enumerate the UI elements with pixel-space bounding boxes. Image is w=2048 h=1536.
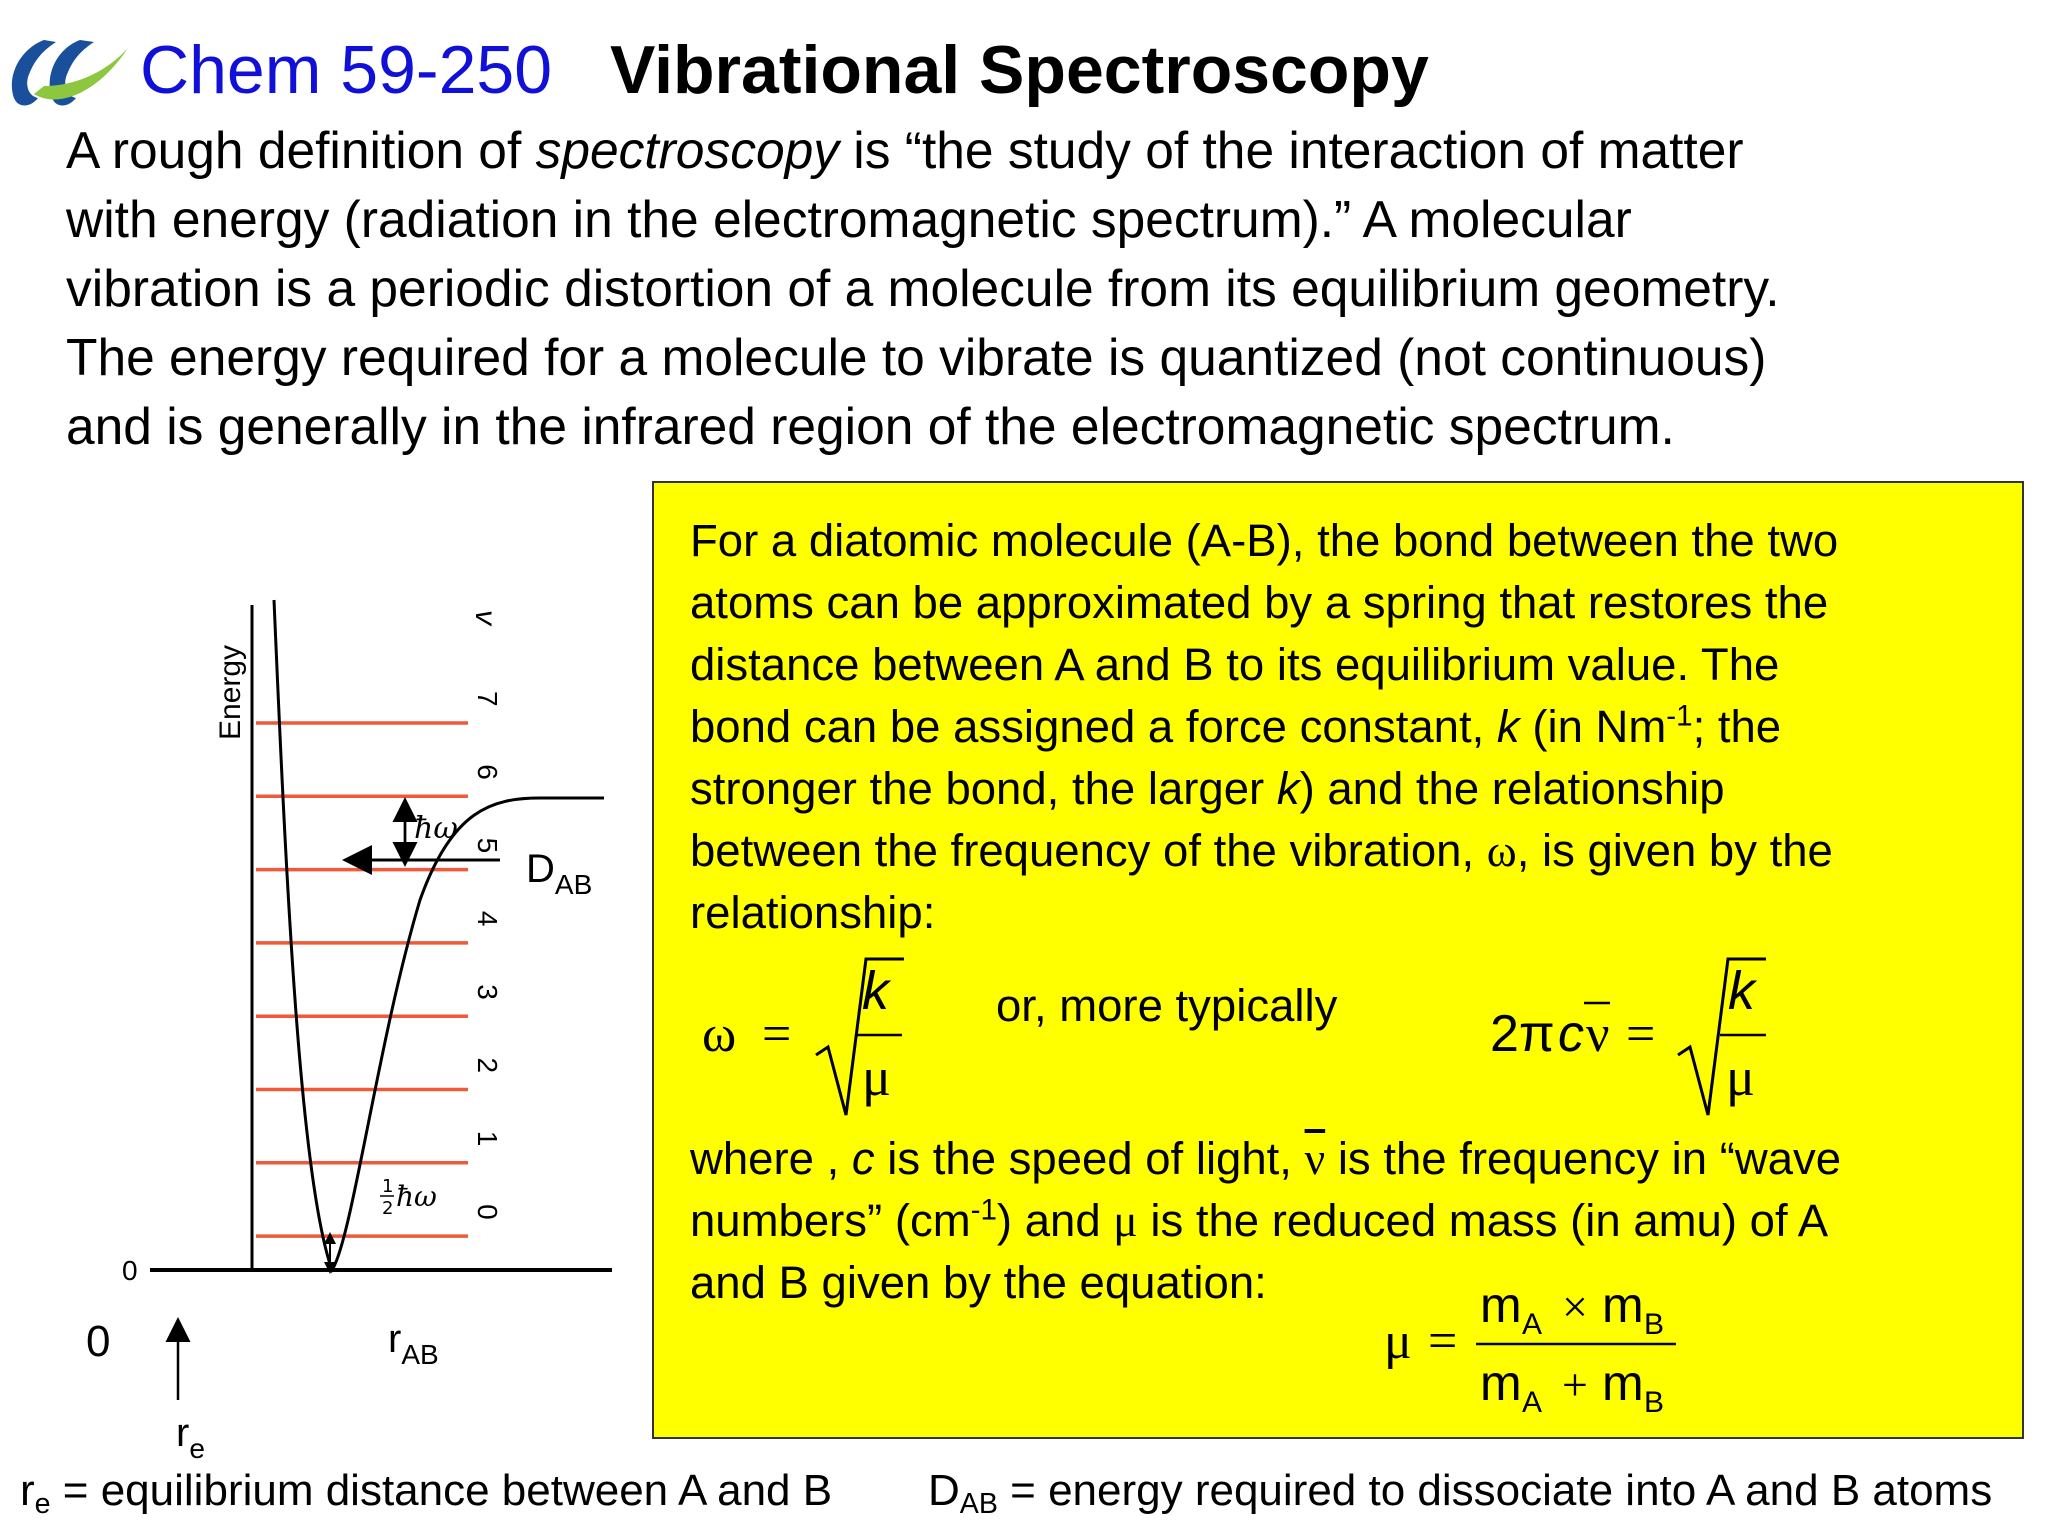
box-text: is the reduced mass (in amu) of A [1137,1195,1829,1246]
intro-line: vibration is a periodic distortion of a molecule from its equilibrium geometry. [66,259,1780,317]
level-number: 7 [472,691,503,707]
frequency-equations [690,955,2010,1130]
box-line: distance between A and B to its equilibrium value. The [690,639,1780,690]
page-title: Vibrational Spectroscopy [610,32,1429,108]
level-number: 3 [472,984,503,1000]
r-ab-label: $r_{AB}$ [388,1317,439,1370]
subscript: AB [959,1488,998,1520]
level-number: 5 [472,837,503,854]
box-line [690,1190,1841,1252]
zero-point-arrow-head [324,1232,336,1244]
hbar-omega-label: ħω [396,1180,437,1213]
level-numbers [472,691,503,1220]
box-text: where , [690,1133,852,1184]
k-symbol: k [1728,961,1755,1021]
subscript-b: B [1644,1386,1665,1419]
hbar-omega-label: ħω [414,811,458,846]
wavenumber-equation [1490,959,1766,1115]
intro-line: and is generally in the infrared region of the electromagnetic spectrum. [66,397,1675,455]
box-line [690,696,1838,758]
box-line [690,1128,1841,1190]
box-text: numbers” (cm [690,1195,971,1246]
mass-b-symbol: m [1602,1277,1644,1333]
footer-text: = energy required to dissociate into A and B atoms [997,1466,1993,1515]
equals-sign: = [1428,1313,1458,1370]
intro-emphasis: spectroscopy [535,121,839,179]
box-line: and B given by the equation: [690,1257,1267,1308]
intro-text: A rough definition of [66,121,536,179]
force-constant-symbol: k [1276,763,1300,814]
intro-paragraph [66,116,2026,461]
r-e-label: $r_e$ [176,1411,205,1460]
intro-text: is “the study of the interaction of matter [838,121,1744,179]
box-text: is the speed of light, [874,1133,1305,1184]
level-number: 1 [472,1130,503,1147]
box-line [690,758,1838,820]
box-paragraph [690,510,1838,944]
level-number: 6 [472,764,503,780]
c-symbol: c [1558,1005,1584,1063]
footer-text: D [928,1466,960,1515]
level-number: 4 [472,910,503,927]
half-denominator: 2 [382,1198,394,1219]
superscript: -1 [1666,699,1693,733]
mu-symbol: μ [1384,1313,1412,1370]
footer-text: r [20,1466,35,1515]
d-ab-label: $D_{AB}$ [526,847,593,900]
box-text: (in Nm [1519,701,1667,752]
nu-symbol: ν [1586,1006,1610,1063]
reduced-mass-equation [1370,1270,1700,1430]
box-text: bond can be assigned a force constant, [690,701,1497,752]
r-zero-label: 0 [86,1317,111,1366]
two-pi-symbol: 2π [1490,1005,1555,1063]
morse-curve [274,600,604,1270]
energy-zero-label: 0 [122,1255,138,1286]
mu-symbol: μ [862,1047,891,1107]
v-label: v [469,610,502,625]
plus-sign: + [1562,1359,1588,1410]
level-number: 2 [472,1057,503,1074]
box-text: between the frequency of the vibration, [690,825,1487,876]
omega-symbol: ω [1486,825,1517,876]
university-logo-icon [4,34,132,112]
k-symbol: k [862,961,889,1021]
force-constant-symbol: k [1496,701,1520,752]
subscript-a: A [1522,1386,1543,1419]
footer-text: = equilibrium distance between A and B [50,1466,833,1515]
mu-symbol: μ [1113,1195,1138,1246]
half-numerator: 1 [382,1176,394,1197]
intro-line [66,116,2026,185]
subscript-b: B [1644,1308,1665,1341]
box-line: atoms can be approximated by a spring that restores the [690,577,1829,628]
mass-a-symbol: m [1480,1277,1522,1333]
box-text: ) and [996,1195,1114,1246]
box-text: is the frequency in “wave [1325,1133,1842,1184]
subscript-a: A [1522,1308,1543,1341]
nu-bar-symbol: $\overline{\nu}$ [1304,1133,1326,1184]
potential-energy-diagram [0,580,650,1460]
equals-sign: = [762,1006,792,1063]
equals-sign: = [1626,1006,1656,1063]
box-text: ) and the relationship [1299,763,1725,814]
superscript: -1 [970,1193,997,1227]
course-code: Chem 59-250 [140,32,553,108]
intro-line: with energy (radiation in the electromagnetic spectrum).” A molecular [66,190,1632,248]
c-symbol: c [851,1133,875,1184]
level-number: 0 [472,1204,503,1220]
intro-line: The energy required for a molecule to vibrate is quantized (not continuous) [66,328,1767,386]
box-text: ; the [1692,701,1782,752]
subscript: e [34,1488,51,1520]
box-text: , is given by the [1516,825,1833,876]
times-sign: × [1562,1281,1588,1332]
box-text: stronger the bond, the larger [690,763,1277,814]
or-more-typically-text: or, more typically [996,980,1338,1031]
energy-axis-label: Energy [214,644,247,740]
box-line: relationship: [690,887,936,938]
omega-equation [702,959,904,1115]
footer-dab-definition [928,1466,1993,1520]
mass-b-symbol: m [1602,1355,1644,1411]
mu-symbol: μ [1726,1047,1755,1107]
omega-symbol: ω [702,1006,737,1063]
footer-re-definition [20,1466,833,1520]
mass-a-symbol: m [1480,1355,1522,1411]
box-line: For a diatomic molecule (A-B), the bond between the two [690,515,1839,566]
box-line [690,820,1838,882]
